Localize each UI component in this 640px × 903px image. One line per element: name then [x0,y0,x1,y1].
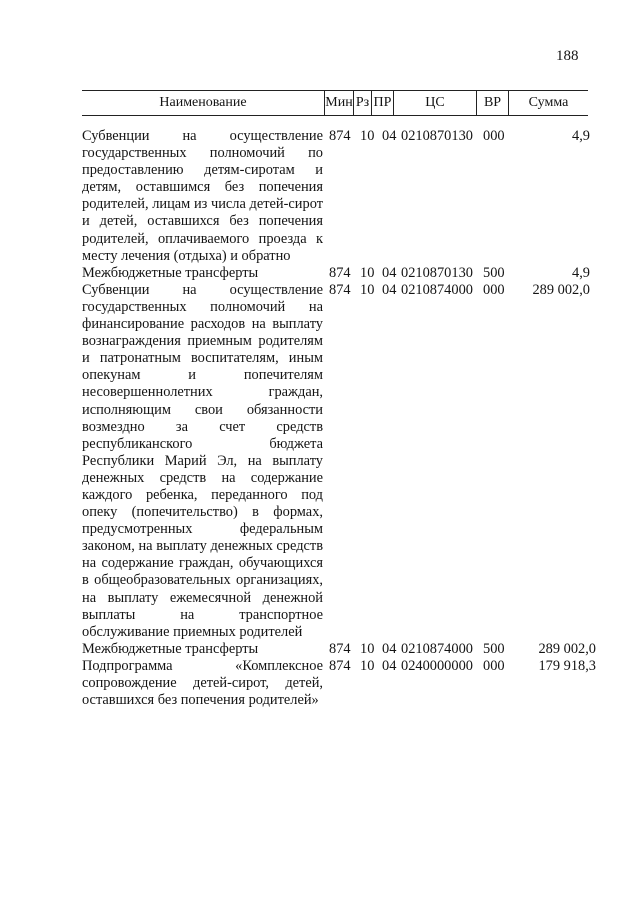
row-name: Межбюджетные трансферты [82,264,259,281]
row-vr: 500 [483,264,505,281]
row-min: 874 [329,128,351,144]
header-sum: Сумма [528,95,569,110]
page-number: 188 [556,48,579,64]
row-vr: 000 [483,128,505,144]
row-name: Подпрограмма «Комплексное сопровождение детей-сирот, детей, оставшихся без попечения родителей» [82,657,323,709]
row-pr: 04 [382,640,397,657]
row-name: Субвенции на осуществление государственных полномочий на финансирование расходов на выплату вознаграждения приемным родителям и патронатным воспитателям, иным опекунам и попечителям несовершеннолетних граждан, исполняющим свои обязанности возмездно за счет средств республиканского бюджета Республики Марий Эл, на выплату денежных средств на содержание каждого ребенка, переданного под опеку (попечительство) в формах, предусмотренных федеральным законом, на выплату денежных средств на содержание граждан, обучающихся в общеобразовательных организациях, на выплату ежемесячной денежной выплаты на транспортное обслуживание приемных родителей [82,281,323,640]
row-rz: 10 [360,640,375,657]
table-row [82,658,596,709]
table-header [82,90,588,116]
row-cs: 0210870130 [401,264,473,281]
header-name: Наименование [159,95,247,110]
row-min: 874 [329,657,351,674]
header-cs: ЦС [425,95,445,110]
row-cs: 0210870130 [401,128,473,144]
row-name: Субвенции на осуществление государственных полномочий по предоставлению детям-сиротам и детям, оставшимся без попечения родителей, лицам из числа детей-сирот и детей, оставшихся без попечения родителей, оплачиваемого проезда к месту лечения (отдыха) и обратно [82,128,323,264]
row-pr: 04 [382,281,397,298]
header-rz: Рз [355,95,370,110]
row-name: Межбюджетные трансферты [82,640,259,657]
row-sum: 289 002,0 [538,640,596,657]
row-rz: 10 [360,128,375,144]
header-vr: ВР [483,95,502,110]
row-min: 874 [329,640,351,657]
row-cs: 0210874000 [401,640,473,657]
table-row [82,282,596,641]
row-pr: 04 [382,657,397,674]
row-min: 874 [329,281,351,298]
row-rz: 10 [360,657,375,674]
row-sum: 179 918,3 [538,657,596,674]
table-row [82,128,596,265]
row-vr: 000 [483,281,505,298]
row-cs: 0240000000 [401,657,473,674]
row-vr: 000 [483,657,505,674]
row-pr: 04 [382,264,397,281]
row-sum: 289 002,0 [532,281,590,298]
row-sum: 4,9 [572,264,590,281]
row-min: 874 [329,264,351,281]
row-cs: 0210874000 [401,281,473,298]
row-pr: 04 [382,128,397,144]
header-pr: ПР [373,95,392,110]
row-rz: 10 [360,281,375,298]
table-row [82,265,596,282]
row-sum: 4,9 [572,128,590,144]
table-body [82,128,596,709]
header-min: Мин [325,95,353,110]
row-vr: 500 [483,640,505,657]
table-row [82,641,596,658]
row-rz: 10 [360,264,375,281]
